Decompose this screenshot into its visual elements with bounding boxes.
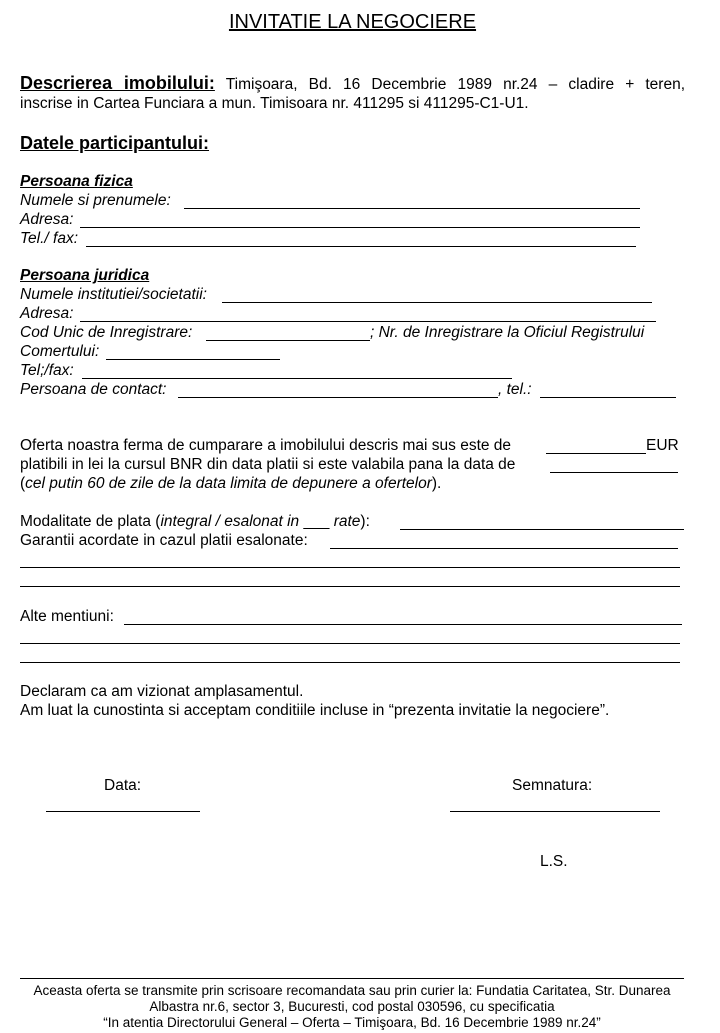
- footer-divider: [20, 978, 684, 979]
- payment-label: [20, 512, 370, 531]
- natural-address-label: Adresa:: [20, 211, 74, 228]
- footer-line-1: Aceasta oferta se transmite prin scrisoare recomandata sau prin curier la: Fundatia Caritatea, Str. Dunarea: [33, 983, 671, 998]
- payment-label-italic-1: integral / esalonat in: [160, 513, 300, 530]
- legal-reg-label-2: Comertului:: [20, 343, 100, 360]
- footer-line-3: “In atentia Directorului General – Oferta – Timişoara, Bd. 16 Decembrie 1989 nr.24”: [103, 1015, 601, 1030]
- page-title: INVITATIE LA NEGOCIERE: [228, 11, 477, 33]
- guarantee-field-2[interactable]: [20, 567, 680, 568]
- date-field[interactable]: [46, 811, 200, 812]
- description-line-2: inscrise in Cartea Funciara a mun. Timisoara nr. 411295 si 411295-C1-U1.: [20, 95, 529, 112]
- offer-line-2: platibili in lei la cursul BNR din data platii si este valabila pana la data de: [20, 456, 516, 473]
- payment-method-field[interactable]: [400, 529, 684, 530]
- offer-amount-field[interactable]: [546, 453, 646, 454]
- description-text-1: Timişoara, Bd. 16 Decembrie 1989 nr.24 – cladire + teren,: [225, 76, 686, 93]
- legal-cui-field[interactable]: [206, 340, 370, 341]
- legal-address-label: Adresa:: [20, 305, 74, 322]
- legal-address-field[interactable]: [80, 321, 656, 322]
- offer-valid-until-field[interactable]: [550, 472, 678, 473]
- offer-currency: EUR: [646, 437, 679, 454]
- date-label: Data:: [104, 777, 142, 794]
- natural-address-field[interactable]: [80, 227, 640, 228]
- other-label: Alte mentiuni:: [20, 608, 114, 625]
- declaration-line-1: Declaram ca am vizionat amplasamentul.: [20, 683, 304, 700]
- natural-phone-label: Tel./ fax:: [20, 230, 79, 247]
- offer-line-1: Oferta noastra ferma de cumparare a imobilului descris mai sus este de: [20, 437, 512, 454]
- legal-contact-label: Persoana de contact:: [20, 381, 167, 398]
- offer-line-3-close: ).: [431, 475, 442, 492]
- description-label: Descrierea imobilului:: [20, 73, 215, 93]
- offer-line-3-open: (: [20, 475, 26, 492]
- footer-line-2: Albastra nr.6, sector 3, Bucuresti, cod postal 030596, cu specificatia: [149, 999, 555, 1014]
- natural-name-label: Numele si prenumele:: [20, 192, 171, 209]
- natural-phone-field[interactable]: [86, 246, 636, 247]
- other-field-3[interactable]: [20, 662, 680, 663]
- payment-installments-blank[interactable]: ___: [303, 513, 330, 530]
- guarantee-label: Garantii acordate in cazul platii esalonate:: [20, 532, 308, 549]
- other-field-2[interactable]: [20, 643, 680, 644]
- signature-field[interactable]: [450, 811, 660, 812]
- legal-reg-field[interactable]: [106, 359, 280, 360]
- payment-label-italic-2: rate: [333, 513, 361, 530]
- legal-name-field[interactable]: [222, 302, 652, 303]
- legal-contact-tel-field[interactable]: [540, 397, 676, 398]
- offer-line-3: [20, 474, 441, 493]
- participant-heading: Datele participantului:: [20, 133, 210, 153]
- legal-phone-label: Tel;/fax:: [20, 362, 74, 379]
- description-line-1: [20, 72, 685, 96]
- legal-contact-tel-label: , tel.:: [498, 381, 532, 398]
- legal-cui-label: Cod Unic de Inregistrare:: [20, 324, 193, 341]
- legal-contact-field[interactable]: [178, 397, 498, 398]
- legal-person-heading: Persoana juridica: [20, 267, 150, 284]
- guarantee-field-3[interactable]: [20, 586, 680, 587]
- other-field-1[interactable]: [124, 624, 682, 625]
- legal-reg-label: ; Nr. de Inregistrare la Oficiul Registrului: [370, 324, 645, 341]
- guarantee-field-1[interactable]: [330, 548, 678, 549]
- natural-name-field[interactable]: [184, 208, 640, 209]
- natural-person-heading: Persoana fizica: [20, 173, 133, 190]
- seal-label: L.S.: [540, 853, 568, 870]
- payment-label-end: ):: [360, 513, 370, 530]
- offer-line-3-italic: cel putin 60 de zile de la data limita de depunere a ofertelor: [25, 475, 432, 492]
- legal-name-label: Numele institutiei/societatii:: [20, 286, 207, 303]
- signature-label: Semnatura:: [512, 777, 593, 794]
- legal-phone-field[interactable]: [82, 378, 512, 379]
- payment-label-start: Modalitate de plata (: [20, 513, 161, 530]
- declaration-line-2: Am luat la cunostinta si acceptam conditiile incluse in “prezenta invitatie la negociere”.: [20, 702, 610, 719]
